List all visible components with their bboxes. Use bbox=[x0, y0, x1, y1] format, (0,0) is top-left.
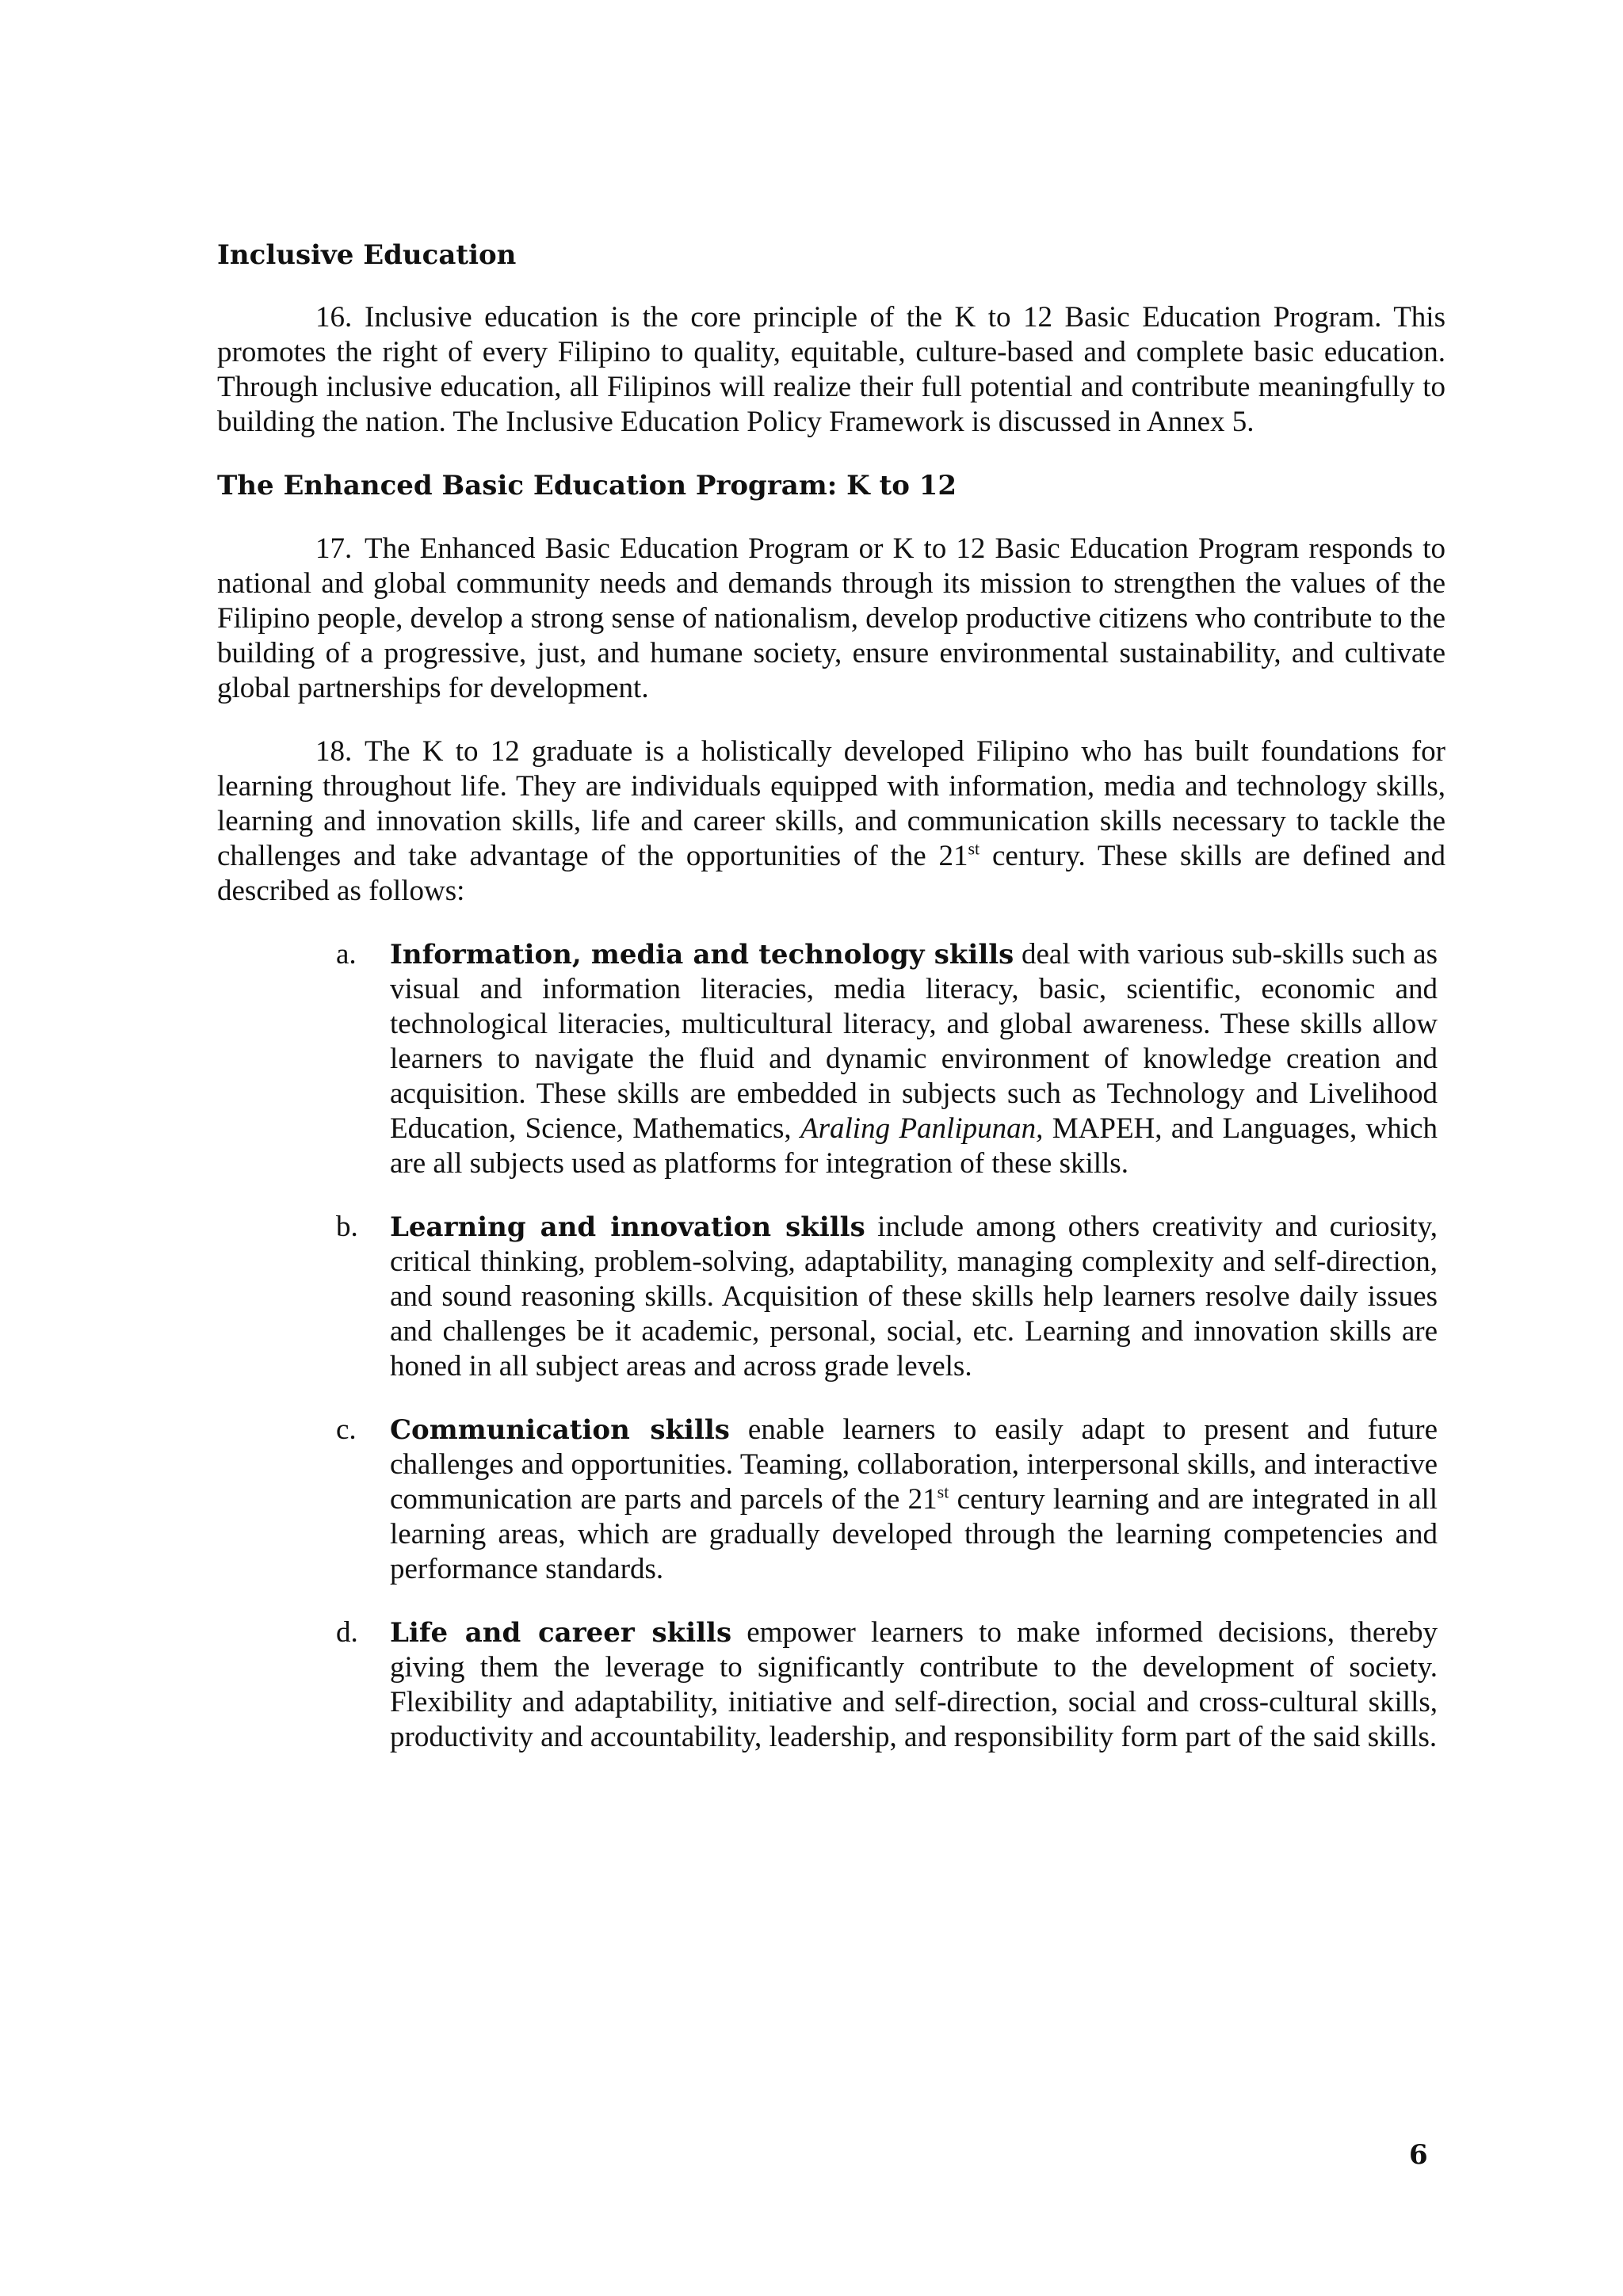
paragraph-16 bbox=[217, 300, 1445, 440]
list-marker: a. bbox=[336, 938, 357, 971]
list-marker: b. bbox=[336, 1211, 358, 1243]
paragraph-number: 16. bbox=[315, 301, 353, 334]
skill-term: Information, media and technology skills bbox=[390, 939, 1014, 971]
skill-italic-text: Araling Panlipunan, bbox=[800, 1112, 1044, 1145]
skill-description-continued: MAPEH, and Languages, which are all subjects used as platforms for integration of these skills. bbox=[390, 1112, 1438, 1180]
paragraph-18 bbox=[217, 734, 1445, 909]
paragraph-number: 18. bbox=[315, 735, 353, 768]
paragraph-text: Inclusive education is the core principle of the K to 12 Basic Education Program. This promotes the right of every Filipino to quality, equitable, culture-based and complete basic education. Through inclusive education, all Filipinos will realize their full potential and contribute meaningfully to building the nation. The Inclusive Education Policy Framework is discussed in Annex 5. bbox=[217, 301, 1445, 438]
skill-description: enable learners to easily adapt to present and future challenges and opportunities. Teaming, collaboration, interpersonal skills, and interactive communication are parts and parcels of the 21 bbox=[390, 1413, 1438, 1516]
skill-description-continued: century learning and are integrated in all learning areas, which are gradually developed through the learning competencies and performance standards. bbox=[390, 1483, 1438, 1585]
ordinal-suffix: st bbox=[968, 838, 980, 859]
skill-description: include among others creativity and curiosity, critical thinking, problem-solving, adaptability, managing complexity and self-direction, and sound reasoning skills. Acquisition of these skills help learners resolve daily issues and challenges be it academic, personal, social, etc. Learning and innovation skills are honed in all subject areas and across grade levels. bbox=[390, 1211, 1438, 1383]
list-marker: d. bbox=[336, 1616, 358, 1649]
list-item-skill-c bbox=[217, 1413, 1445, 1587]
ordinal-suffix: st bbox=[937, 1482, 949, 1502]
list-item-skill-b bbox=[217, 1210, 1445, 1384]
section-heading-inclusive-education: Inclusive Education bbox=[217, 239, 517, 271]
paragraph-number: 17. bbox=[315, 532, 353, 565]
list-marker: c. bbox=[336, 1413, 357, 1446]
paragraph-text: The Enhanced Basic Education Program or K to 12 Basic Education Program responds to national and global community needs and demands through its mission to strengthen the values of the Filipino people, develop a strong sense of nationalism, develop productive citizens who contribute to the building of a progressive, just, and humane society, ensure environmental sustainability, and cultivate global partnerships for development. bbox=[217, 532, 1445, 704]
page-content bbox=[217, 238, 1445, 1755]
skill-description: empower learners to make informed decisions, thereby giving them the leverage to significantly contribute to the development of society. Flexibility and adaptability, initiative and self-direction, social and cross-cultural skills, productivity and accountability, leadership, and responsibility form part of the said skills. bbox=[390, 1616, 1438, 1753]
skill-term: Communication skills bbox=[390, 1414, 730, 1446]
list-item-text bbox=[390, 937, 1445, 1181]
skill-term: Learning and innovation skills bbox=[390, 1211, 865, 1243]
list-item-text bbox=[390, 1413, 1445, 1587]
paragraph-17 bbox=[217, 532, 1445, 706]
list-item-text bbox=[390, 1210, 1445, 1384]
skills-list bbox=[217, 937, 1445, 1755]
skill-description: deal with various sub-skills such as visual and information literacies, media literacy, basic, scientific, economic and technological literacies, multicultural literacy, and global awareness. These skills allow learners to navigate the fluid and dynamic environment of knowledge creation and acquisition. These skills are embedded in subjects such as Technology and Livelihood Education, Science, Mathematics, bbox=[390, 938, 1438, 1145]
paragraph-text-continued: century. These skills are defined and described as follows: bbox=[217, 840, 1446, 907]
skill-term: Life and career skills bbox=[390, 1617, 732, 1649]
list-item-skill-d bbox=[217, 1615, 1445, 1755]
section-heading-k-to-12: The Enhanced Basic Education Program: K to 12 bbox=[217, 470, 957, 502]
list-item-skill-a bbox=[217, 937, 1445, 1181]
list-item-text bbox=[390, 1615, 1445, 1755]
paragraph-text: The K to 12 graduate is a holistically developed Filipino who has built foundations for learning throughout life. They are individuals equipped with information, media and technology skills, learning and innovation skills, life and career skills, and communication skills necessary to tackle the challenges and take advantage of the opportunities of the 21 bbox=[217, 735, 1445, 872]
page-number: 6 bbox=[1409, 2139, 1428, 2171]
